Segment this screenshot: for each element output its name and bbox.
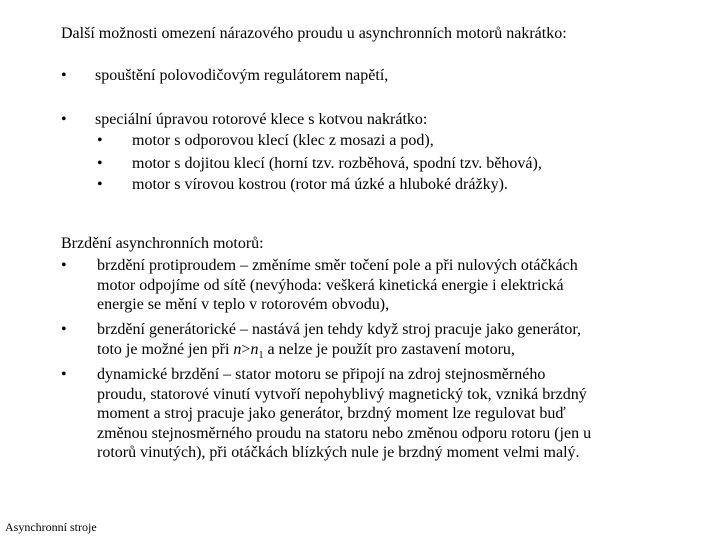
text-line: brzdění protiproudem – změníme směr točení pole a při nulových otáčkách xyxy=(97,257,578,274)
formula-line xyxy=(97,340,681,366)
bullet-icon: • xyxy=(61,257,67,274)
bullet-icon: • xyxy=(97,155,103,172)
braking-item-text xyxy=(97,320,681,365)
braking-item-text xyxy=(97,365,681,463)
greater-than-sign: > xyxy=(241,340,251,358)
variable-n1: n xyxy=(250,340,259,358)
sub-bullet-text: motor s odporovou klecí (klec z mosazi a pod), xyxy=(132,132,434,149)
bullet-text: speciální úpravou rotorové klece s kotvou nakrátko: xyxy=(95,111,428,128)
formula-text-after: a nelze je použít pro zastavení motoru, xyxy=(263,340,515,358)
text-line: energie se mění v teplo v rotorovém obvodu), xyxy=(97,296,390,313)
footer-label: Asynchronní stroje xyxy=(5,520,97,534)
bullet-icon: • xyxy=(97,132,103,149)
bullet-icon: • xyxy=(61,111,67,128)
text-line: dynamické brzdění – stator motoru se připojí na zdroj stejnosměrného xyxy=(97,366,546,383)
sub-bullet-text: motor s vírovou kostrou (rotor má úzké a hluboké drážky). xyxy=(132,176,508,193)
text-line: změnou stejnosměrného proudu na statoru nebo změnou odporu rotoru (jen u xyxy=(97,424,592,442)
text-line: rotorů vinutých), při otáčkách blízkých nule je brzdný moment velmi malý. xyxy=(97,444,580,461)
section-heading: Brzdění asynchronních motorů: xyxy=(61,235,264,252)
text-line: proudu, statorové vinutí vytvoří nepohyblivý magnetický tok, vzniká brzdný xyxy=(97,385,587,403)
text-line: moment a stroj pracuje jako generátor, brzdný moment lze regulovat buď xyxy=(97,405,566,422)
text-line: motor odpojíme od sítě (nevýhoda: veškerá kinetická energie i elektrická xyxy=(97,276,564,294)
bullet-text: spouštění polovodičovým regulátorem napětí, xyxy=(95,67,389,84)
text-line: brzdění generátorické – nastává jen tehdy když stroj pracuje jako generátor, xyxy=(97,321,582,338)
sub-bullet-text: motor s dojitou klecí (horní tzv. rozběhová, spodní tzv. běhová), xyxy=(132,155,542,172)
bullet-icon: • xyxy=(97,176,103,193)
subscript-1: 1 xyxy=(258,349,264,361)
bullet-icon: • xyxy=(61,321,67,338)
variable-n: n xyxy=(233,340,242,358)
bullet-icon: • xyxy=(61,366,67,383)
braking-item-text xyxy=(97,256,681,315)
formula-text-before: toto je možné jen při xyxy=(97,340,234,358)
slide-title: Další možnosti omezení nárazového proudu u asynchronních motorů nakrátko: xyxy=(61,25,567,42)
bullet-icon: • xyxy=(61,67,67,84)
